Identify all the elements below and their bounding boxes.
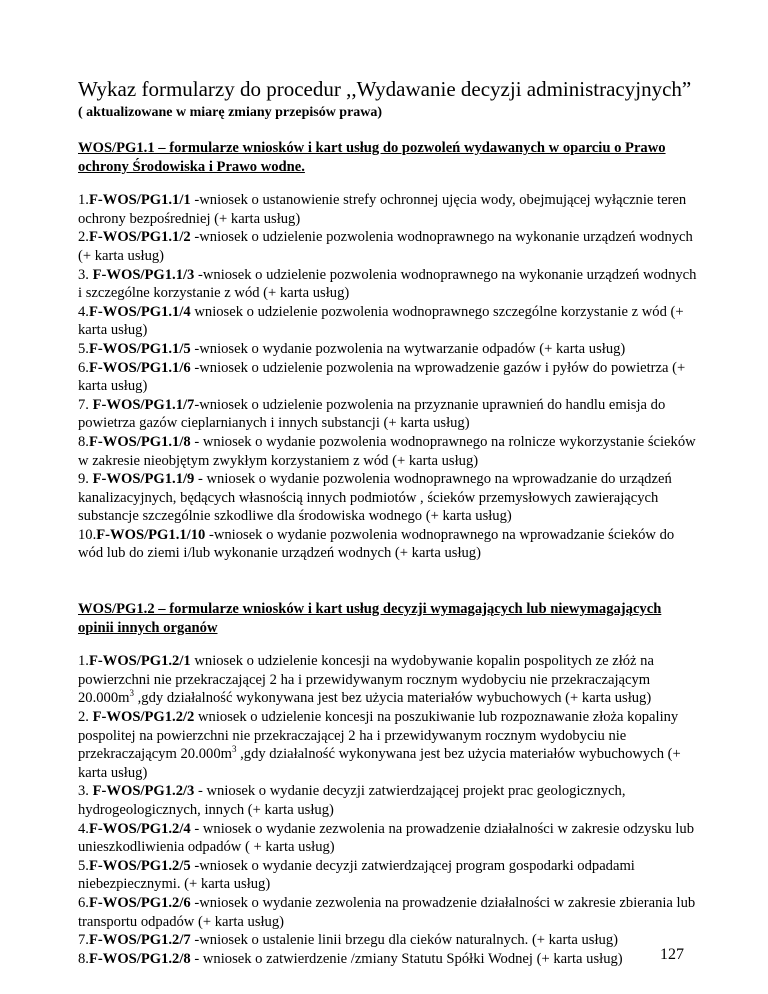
item-number: 2.	[78, 709, 93, 726]
item-text: -wniosek o wydanie decyzji zatwierdzającej program gospodarki odpadami niebezpiecznymi. (+ karta usług)	[78, 857, 635, 893]
item-number: 5.	[78, 857, 89, 874]
list-item	[78, 470, 698, 526]
item-text: -wniosek o wydanie pozwolenia wodnoprawnego na wprowadzanie ścieków do wód lub do ziemi i/lub wykonanie urządzeń wodnych (+ karta usług)	[78, 526, 675, 562]
item-number: 2.	[78, 229, 89, 246]
item-number: 7.	[78, 932, 89, 949]
list-item	[78, 894, 698, 931]
page-number: 127	[660, 946, 684, 963]
document-title: Wykaz formularzy do procedur ,,Wydawanie decyzji administracyjnych”	[78, 77, 692, 101]
list-item	[78, 228, 698, 265]
form-code: F-WOS/PG1.1/1	[88, 192, 191, 209]
item-number: 4.	[78, 820, 89, 837]
item-number: 6.	[78, 359, 89, 376]
list-item	[78, 857, 698, 894]
item-text: wniosek o udzielenie koncesji na poszukiwanie lub rozpoznawanie złoża kopaliny pospolitej na powierzchni nie przekraczającej 2 ha i przewidywanym rocznym wydobyciu nie przekraczającym 20.000m	[78, 709, 679, 763]
superscript: 3	[129, 688, 134, 699]
item-text: wniosek o udzielenie koncesji na wydobywanie kopalin pospolitych ze złóż na powierzchni nie przekraczającej 2 ha i przewidywanym rocznym wydobyciu nie przekraczającym 20.000m	[78, 653, 654, 707]
item-text: - wniosek o zatwierdzenie /zmiany Statutu Spółki Wodnej (+ karta usług)	[190, 950, 623, 967]
list-item	[78, 266, 698, 303]
form-code: F-WOS/PG1.2/5	[88, 857, 191, 874]
list-item	[78, 191, 698, 228]
item-number: 10.	[78, 526, 97, 543]
form-code: F-WOS/PG1.1/8	[88, 433, 191, 450]
item-number: 8.	[78, 950, 89, 967]
form-code: F-WOS/PG1.2/1	[88, 653, 191, 670]
item-number: 3.	[78, 783, 93, 800]
item-text: ,gdy działalność wykonywana jest bez użycia materiałów wybuchowych (+ karta usług)	[133, 690, 652, 707]
form-code: F-WOS/PG1.2/3	[92, 783, 195, 800]
item-number: 3.	[78, 266, 93, 283]
form-code: F-WOS/PG1.2/8	[88, 950, 191, 967]
item-text: wniosek o udzielenie pozwolenia wodnoprawnego szczególne korzystanie z wód (+ karta usług)	[78, 303, 684, 339]
item-text: - wniosek o wydanie decyzji zatwierdzającej projekt prac geologicznych, hydrogeologicznych, innych (+ karta usług)	[78, 783, 626, 818]
item-number: 4.	[78, 303, 89, 320]
item-text: - wniosek o wydanie pozwolenia wodnoprawnego na wprowadzanie do urządzeń kanalizacyjnych, będących własnością innych podmiotów , ścieków przemysłowych zawierających substancje szczególnie szkodliwe dla środowiska wodnego (+ karta usług)	[78, 471, 672, 525]
list-item	[78, 526, 698, 563]
item-text: -wniosek o udzielenie pozwolenia na przyznanie uprawnień do handlu emisja do powietrza gazów cieplarnianych i innych substancji (+ karta usług)	[78, 396, 666, 432]
form-code: F-WOS/PG1.1/10	[96, 526, 206, 543]
section-1-heading: WOS/PG1.1 – formularze wniosków i kart usług do pozwoleń wydawanych w oparciu o Prawo ochrony Środowiska i Prawo wodne.	[78, 140, 666, 175]
list-item	[78, 359, 698, 396]
list-item	[78, 433, 698, 470]
form-code: F-WOS/PG1.1/3	[92, 266, 195, 283]
form-code: F-WOS/PG1.1/5	[88, 340, 191, 357]
list-item	[78, 931, 698, 950]
form-code: F-WOS/PG1.2/7	[88, 932, 191, 949]
form-code: F-WOS/PG1.1/2	[88, 229, 191, 246]
form-code: F-WOS/PG1.1/9	[92, 471, 195, 488]
item-number: 6.	[78, 894, 89, 911]
form-code: F-WOS/PG1.1/7	[92, 396, 195, 413]
list-item	[78, 652, 698, 708]
item-text: -wniosek o wydanie zezwolenia na prowadzenie działalności w zakresie zbierania lub transportu odpadów (+ karta usług)	[78, 894, 696, 930]
list-item	[78, 782, 698, 819]
item-text: -wniosek o udzielenie pozwolenia na wprowadzenie gazów i pyłów do powietrza (+ karta usług)	[78, 359, 686, 395]
document-page	[78, 76, 698, 968]
section-1-list	[78, 191, 698, 563]
item-number: 1.	[78, 653, 89, 670]
list-item	[78, 950, 698, 969]
form-code: F-WOS/PG1.1/4	[88, 303, 191, 320]
item-text: -wniosek o udzielenie pozwolenia wodnoprawnego na wykonanie urządzeń wodnych i szczególne korzystanie z wód (+ karta usług)	[78, 266, 697, 302]
item-text: -wniosek o wydanie pozwolenia na wytwarzanie odpadów (+ karta usług)	[190, 340, 626, 357]
item-number: 7.	[78, 396, 93, 413]
list-item	[78, 820, 698, 857]
item-text: - wniosek o wydanie zezwolenia na prowadzenie działalności w zakresie odzysku lub unieszkodliwienia odpadów ( + karta usług)	[78, 820, 695, 856]
item-text: - wniosek o wydanie pozwolenia wodnoprawnego na rolnicze wykorzystanie ścieków w zakresie nieobjętym zwykłym korzystaniem z wód (+ karta usług)	[78, 433, 696, 469]
item-text: -wniosek o udzielenie pozwolenia wodnoprawnego na wykonanie urządzeń wodnych (+ karta usług)	[78, 229, 693, 264]
list-item	[78, 340, 698, 359]
section-2-list	[78, 652, 698, 968]
item-number: 8.	[78, 433, 89, 450]
item-number: 5.	[78, 340, 89, 357]
form-code: F-WOS/PG1.2/4	[88, 820, 191, 837]
item-number: 1.	[78, 192, 89, 209]
form-code: F-WOS/PG1.2/2	[92, 709, 195, 726]
list-item	[78, 303, 698, 340]
item-text: ,gdy działalność wykonywana jest bez użycia materiałów wybuchowych (+ karta usług)	[78, 746, 681, 781]
item-text: -wniosek o ustalenie linii brzegu dla cieków naturalnych. (+ karta usług)	[190, 932, 618, 949]
form-code: F-WOS/PG1.2/6	[88, 894, 191, 911]
form-code: F-WOS/PG1.1/6	[88, 359, 191, 376]
superscript: 3	[231, 744, 237, 755]
item-text: -wniosek o ustanowienie strefy ochronnej ujęcia wody, obejmującej wyłącznie teren ochrony bezpośredniej (+ karta usług)	[78, 192, 687, 227]
list-item	[78, 708, 698, 782]
list-item	[78, 396, 698, 433]
document-subtitle: ( aktualizowane w miarę zmiany przepisów prawa)	[78, 105, 383, 120]
section-2-heading: WOS/PG1.2 – formularze wniosków i kart usług decyzji wymagających lub niewymagających opinii innych organów	[78, 601, 662, 636]
item-number: 9.	[78, 471, 93, 488]
